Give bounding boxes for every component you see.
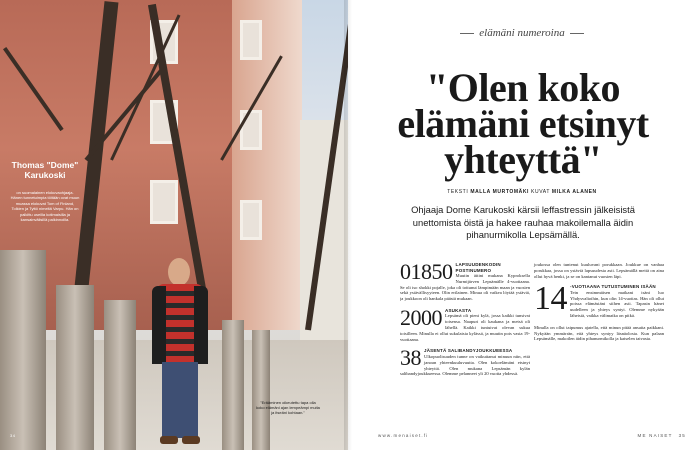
number-entry: [534, 284, 664, 318]
entry-heading: LAPSUUDENKODIN POSTINUMERO: [455, 262, 501, 273]
byline-writer: MALLA MURTOMÄKI: [470, 189, 530, 195]
footer-url: www.menaiset.fi: [378, 433, 429, 438]
photo-quote: "Erääminen oikeutettu tapa olla koko elämäni ajan lempeämpi muita ja itseäni kohtaan.": [256, 400, 320, 416]
building-window: [240, 200, 262, 240]
entry-number: 2000: [400, 307, 442, 330]
jacket-left: [152, 286, 166, 364]
entry-number: 14: [534, 284, 567, 318]
entry-number: 01850: [400, 262, 453, 284]
entry-body: Lepsämä oli pieni kylä, jossa kaikki tunsivat toisensa. Naapuri oli kaukana ja metsä oli lähellä. Kaikki tuntuivat olevan sukua toisilleen. Minulla ei ollut sukulaisia kylässä, ja muutin pois vasta 19-vuotiaana.: [400, 313, 530, 342]
building-window: [150, 180, 178, 224]
stone-pillar: [56, 285, 94, 450]
byline: [348, 189, 696, 195]
entry-heading: -VUOTIAANA TUTUSTUMINEN ISÄÄN: [570, 284, 656, 290]
footer-brand: [632, 433, 686, 438]
page-gutter: [344, 0, 352, 450]
headline-line: elämäni etsinyt: [397, 101, 649, 146]
entry-body: Ulkopuolisuuden tunne on vaikuttanut minuun niin, että janoan yhteenkuuluvuutta. Olen kokoelämäni etsinyt yhteyttä. Olen mukana Lepsämän kylän salibandyjoukkueessa. Olemme pelanneet yli 20 vuotta yhdessä.: [400, 353, 530, 377]
kicker-rule: [460, 33, 474, 34]
caption-text: on suomalainen elokuvaohjaaja. Hänen tunnetuimpia töitään ovat muun muassa elokuvat Tom of Finland, Tolkien ja Tyttö nimeltä Varpu. Hän on palkittu useilla kotimaisilla ja kansainvälisillä palkinnoilla.: [10, 190, 80, 223]
shoe: [182, 436, 200, 444]
body-paragraph: Minulla on ollut taipumus ajatella, että minun pitää ansaita paikkani. Nykyään ymmärrän, että yhteys syntyy läsnäolosta. Kun palaan Lepsämälle, makoilen äidin pihanurmikolla ja katselen taivasta.: [534, 324, 664, 342]
entry-number: 38: [400, 348, 421, 371]
text-column-2: [534, 262, 664, 347]
number-entry: [400, 308, 530, 342]
entry-heading: JÄSENTÄ SALIBANDYJOUKKUEESSA: [424, 348, 513, 354]
article-page: [348, 0, 696, 450]
lede-paragraph: Ohjaaja Dome Karukoski kärsii leffastressin jälkeisistä unettomista öistä ja hakee rauhaa makoilemalla äidin pihanurmikolla Lepsämällä.: [411, 204, 635, 240]
number-entry: [400, 348, 530, 377]
headline: [378, 65, 668, 182]
stone-pillar: [222, 320, 244, 450]
person-figure: [150, 258, 210, 448]
entry-body: Tein ensimmäisen matkani isäni luo Yhdysvaltoihin, kun olin 14-vuotias. Hän oli ollut poissa elämästäni siihen asti. Tapasin hänet uudelleen ja yhteys syntyi. Olemme nykyään läheisiä, vaikka välimatka on pitkä.: [570, 289, 664, 319]
jacket-right: [194, 286, 208, 364]
caption-name: Thomas "Dome" Karukoski: [11, 160, 79, 180]
stone-pillar: [0, 250, 46, 450]
shoe: [160, 436, 178, 444]
number-entry: [400, 262, 530, 302]
building-window: [240, 20, 262, 60]
byline-photographer: MILKA ALANEN: [551, 189, 597, 195]
text-column-1: [400, 262, 530, 383]
section-kicker: [348, 27, 696, 39]
page-number-left: 34: [10, 433, 16, 438]
person-head: [168, 258, 190, 286]
building-window: [240, 110, 262, 150]
magazine-name: ME NAISET: [637, 433, 673, 438]
kicker-text: elämäni numeroina: [479, 27, 565, 39]
byline-label: TEKSTI: [447, 189, 469, 195]
entry-heading: ASUKASTA: [445, 307, 472, 313]
stone-pillar: [252, 330, 270, 450]
headline-line: yhteyttä": [444, 137, 602, 182]
page-number-right: 35: [678, 433, 686, 438]
entry-body: Muutin äitini mukana Kyproksella Nurmijärven Lepsämälle 4-vuotiaana. Se oli iso shokki pojalle, joka oli tottunut lämpimään maan ja vuosien sekä ystävällisyyteen. Olin erilainen. Minua oli vaikea löytää ystäviä, ja joukkoon oli hankala päästä mukaan.: [400, 273, 530, 302]
stone-pillar: [104, 300, 136, 450]
body-paragraph: joukossa olen tuntenut kuuluvani porukkaan. Joukkue on vanhaa porukkaa, jossa on ystäviä lapsuudesta asti. Lepsämällä meitä on aina ollut hyvä henki, ja se on kantanut vuosien läpi.: [534, 262, 664, 279]
byline-label: KUVAT: [531, 189, 550, 195]
headline-line: "Olen koko: [426, 65, 620, 110]
jeans: [162, 362, 198, 438]
kicker-rule: [570, 33, 584, 34]
